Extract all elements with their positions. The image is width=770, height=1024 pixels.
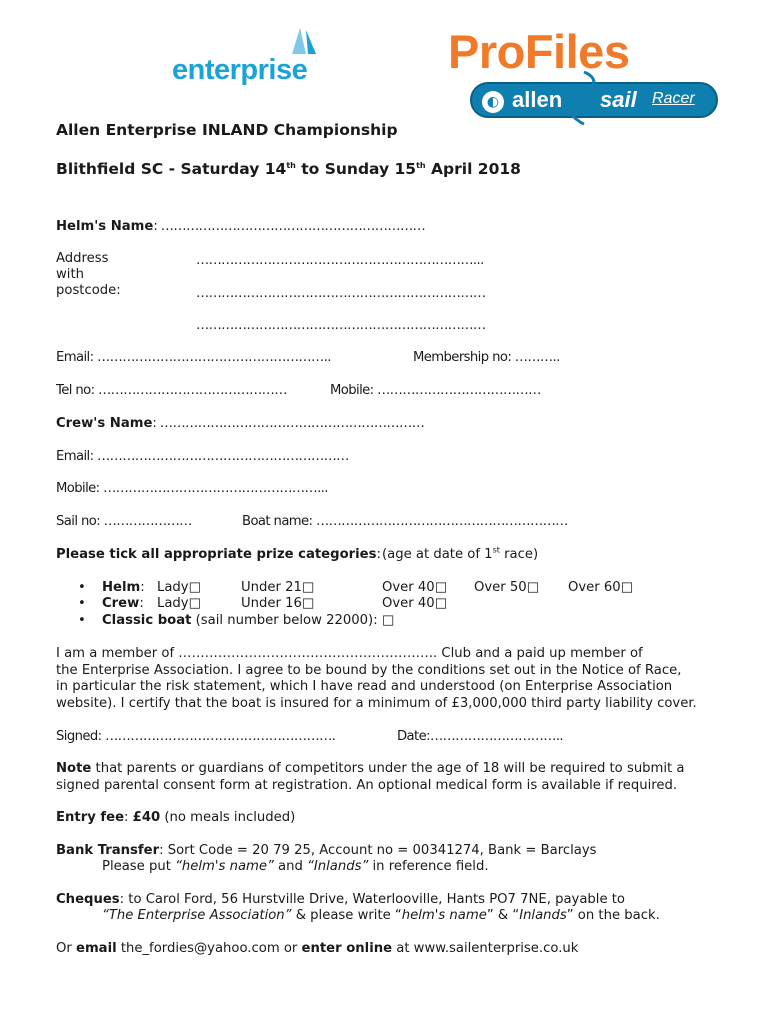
declaration-line2: the Enterprise Association. I agree to be bound by the conditions set out in the Notice of Race,: [56, 662, 682, 678]
entry-fee: [56, 810, 295, 825]
page-title: Allen Enterprise INLAND Championship: [56, 121, 398, 139]
membership-no-field[interactable]: Membership no: ………..: [413, 350, 560, 365]
crew-mobile-field[interactable]: Mobile: ……………………………………………...: [56, 481, 328, 496]
cheques-helm: helm's name: [401, 908, 487, 923]
helm-tel-field[interactable]: Tel no: ………………………………………: [56, 383, 287, 398]
online-entry: [56, 941, 578, 956]
prize-colon: :: [376, 547, 381, 562]
sail-wordmark: sail: [600, 87, 637, 112]
cheques-mid: & please write “: [291, 908, 402, 923]
helm-under21-checkbox[interactable]: Under 21□: [241, 580, 315, 595]
address-label: [56, 251, 121, 299]
address-line-3[interactable]: ……………………………………………………………: [196, 318, 486, 333]
entry-fee-suffix: (no meals included): [160, 810, 296, 825]
bank-transfer: [56, 843, 597, 858]
note: [56, 761, 685, 794]
helm-over60-checkbox[interactable]: Over 60□: [568, 580, 634, 595]
crew-email-field[interactable]: Email: ……………………………………………………: [56, 449, 349, 464]
enterprise-wordmark: enterprise: [172, 54, 308, 86]
helm-email-field[interactable]: Email: ………………………………………………..: [56, 350, 331, 365]
address-label-line2: with: [56, 267, 84, 282]
helm-category-label: [102, 580, 145, 595]
bank-ref-suffix: in reference field.: [368, 859, 489, 874]
helm-mobile-field[interactable]: Mobile: …………………………………: [330, 383, 541, 398]
address-line-1[interactable]: …………………………………………………………...: [196, 253, 484, 268]
helm-category-colon: :: [140, 580, 145, 595]
helm-lady-checkbox[interactable]: Lady□: [157, 580, 202, 595]
helm-name-label: Helm's Name: [56, 219, 154, 234]
bank-ref-and: and: [273, 859, 308, 874]
declaration-line1: I am a member of ………………………………………………….. Club and a paid up member of: [56, 646, 643, 661]
boat-name-field[interactable]: Boat name: ……………………………………………………: [242, 514, 568, 529]
age-note-suffix: race): [499, 547, 539, 562]
classic-boat-checkbox[interactable]: [102, 613, 394, 628]
cheques-inlands: Inlands: [519, 908, 567, 923]
crew-category-label: [102, 596, 144, 611]
online-email[interactable]: the_fordies@yahoo.com or: [116, 941, 302, 956]
bank-ref-inlands: “Inlands”: [307, 859, 369, 874]
bank-reference-note: [102, 859, 489, 874]
bank-transfer-label: Bank Transfer: [56, 843, 160, 858]
crew-lady-checkbox[interactable]: Lady□: [157, 596, 202, 611]
crew-over40-checkbox[interactable]: Over 40□: [382, 596, 448, 611]
declaration-line4: website). I certify that the boat is insured for a minimum of £3,000,000 third party liability cover.: [56, 695, 697, 711]
note-label: Note: [56, 761, 92, 776]
prize-categories-heading: [56, 547, 381, 562]
bank-ref-helm: “helm's name”: [175, 859, 274, 874]
crew-category-name: Crew: [102, 596, 140, 611]
crew-name-dots: : ………………………………………………………: [152, 416, 425, 431]
sail-no-field[interactable]: Sail no: …………………: [56, 514, 192, 529]
address-label-line1: Address: [56, 251, 109, 266]
bullet-icon: •: [78, 613, 86, 628]
address-line-2[interactable]: ……………………………………………………………: [196, 286, 486, 301]
declaration: [56, 646, 697, 712]
profiles-logo: [446, 24, 746, 126]
subtitle-middle: to Sunday 15: [295, 160, 417, 178]
profiles-wordmark: ProFiles: [448, 25, 630, 78]
swoosh-icon: [554, 24, 614, 126]
subtitle-suffix: April 2018: [425, 160, 521, 178]
bank-transfer-details: : Sort Code = 20 79 25, Account no = 00341274, Bank = Barclays: [159, 843, 597, 858]
helm-name-dots: : ………………………………………………………: [153, 219, 426, 234]
racer-wordmark: Racer: [652, 90, 695, 107]
date-field[interactable]: Date:…………………………..: [397, 729, 564, 744]
online-prefix: Or: [56, 941, 76, 956]
entry-fee-amount: £40: [132, 810, 161, 825]
age-note-sup: st: [492, 545, 500, 555]
helm-category-name: Helm: [102, 580, 141, 595]
bullet-icon: •: [78, 596, 86, 611]
address-label-line3: postcode:: [56, 283, 121, 298]
subtitle-sup2: th: [416, 160, 426, 170]
age-note: [382, 547, 538, 562]
bullet-icon: •: [78, 580, 86, 595]
helm-over40-checkbox[interactable]: Over 40□: [382, 580, 448, 595]
crew-under16-checkbox[interactable]: Under 16□: [241, 596, 315, 611]
declaration-line3: in particular the risk statement, which I have read and understood (on Enterprise Association: [56, 679, 673, 694]
prize-label: Please tick all appropriate prize categories: [56, 547, 377, 562]
helm-name-field[interactable]: [56, 219, 425, 234]
cheques-assoc: “The Enterprise Association”: [102, 908, 292, 923]
online-url[interactable]: at www.sailenterprise.co.uk: [392, 941, 579, 956]
subtitle-prefix: Blithfield SC - Saturday 14: [56, 160, 287, 178]
cheques-details: : to Carol Ford, 56 Hurstville Drive, Waterlooville, Hants PO7 7NE, payable to: [119, 892, 626, 907]
crew-category-colon: :: [139, 596, 144, 611]
classic-boat-label: Classic boat: [102, 613, 192, 628]
cheques-label: Cheques: [56, 892, 120, 907]
cheques-mid2: ” & “: [486, 908, 520, 923]
allen-wordmark: allen: [512, 87, 563, 112]
classic-boat-text: (sail number below 22000): □: [191, 613, 395, 628]
bank-ref-prefix: Please put: [102, 859, 176, 874]
event-subtitle: [56, 160, 521, 178]
online-enter-label: enter online: [301, 941, 393, 956]
signed-field[interactable]: Signed: ……………………………………………….: [56, 729, 336, 744]
entry-fee-label: Entry fee: [56, 810, 125, 825]
online-email-label: email: [76, 941, 117, 956]
note-line1: that parents or guardians of competitors under the age of 18 will be required to submit a: [91, 761, 685, 776]
helm-over50-checkbox[interactable]: Over 50□: [474, 580, 540, 595]
cheques: [56, 892, 625, 907]
age-note-prefix: (age at date of 1: [382, 547, 493, 562]
allen-icon: ◐: [482, 91, 504, 113]
cheques-payee-note: [102, 908, 660, 923]
subtitle-sup1: th: [286, 160, 296, 170]
cheques-suffix: ” on the back.: [566, 908, 660, 923]
entry-fee-colon: :: [124, 810, 133, 825]
crew-name-field[interactable]: [56, 416, 424, 431]
note-line2: signed parental consent form at registration. An optional medical form is available if required.: [56, 777, 678, 793]
crew-name-label: Crew's Name: [56, 416, 153, 431]
